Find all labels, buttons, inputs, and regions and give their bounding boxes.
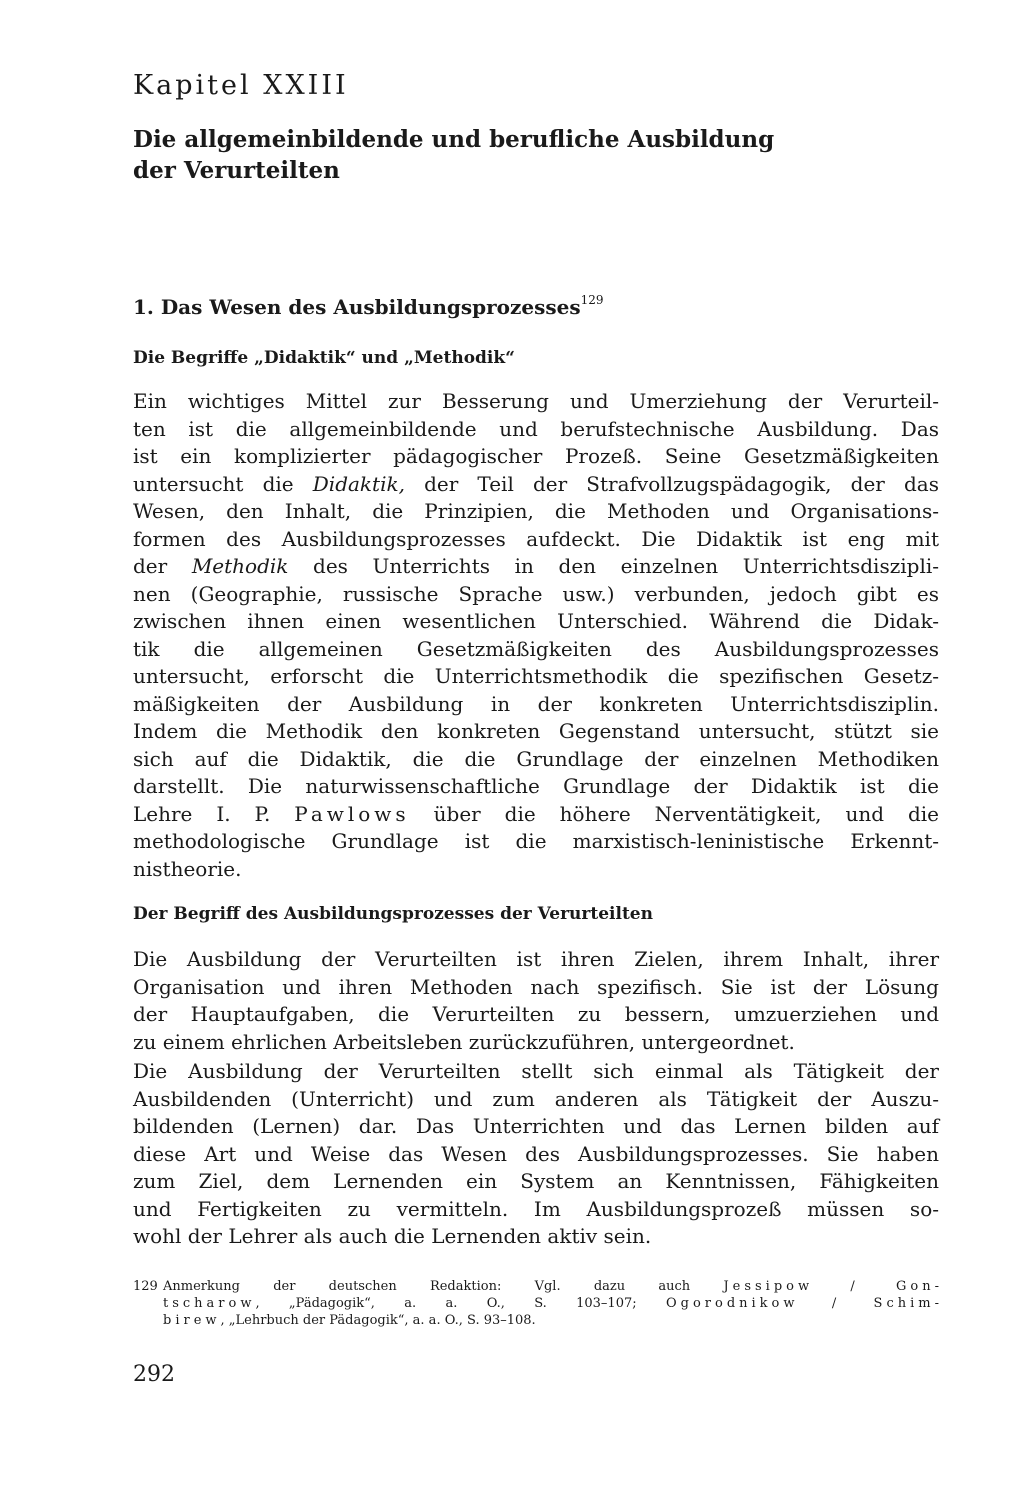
text-line: Die Ausbildung der Verurteilten ist ihren Zielen, ihrem Inhalt, ihrer <box>133 947 939 971</box>
page-number: 292 <box>133 1362 175 1387</box>
footnote-line <box>133 1278 943 1295</box>
footnote-number: 129 <box>133 1279 158 1294</box>
chapter-title-line-2: der Verurteilten <box>133 157 340 184</box>
footnote <box>133 1278 943 1329</box>
text-line: bildenden (Lernen) dar. Das Unterrichten und das Lernen bilden auf <box>133 1114 939 1138</box>
paragraph-ausbildung-ziele <box>133 946 939 1056</box>
text-line: darstellt. Die naturwissenschaftliche Grundlage der Didaktik ist die <box>133 774 939 798</box>
text-line: nistheorie. <box>133 856 242 881</box>
chapter-title <box>133 124 853 186</box>
text-line <box>133 801 939 829</box>
text-line: zu einem ehrlichen Arbeitsleben zurückzuführen, untergeordnet. <box>133 1029 795 1054</box>
text-run: Anmerkung der deutschen Redaktion: Vgl. dazu auch <box>163 1279 724 1294</box>
text-line: zum Ziel, dem Lernenden ein System an Kenntnissen, Fähigkeiten <box>133 1169 939 1193</box>
text-run: der <box>133 554 192 578</box>
text-line: Wesen, den Inhalt, die Prinzipien, die Methoden und Organisations- <box>133 499 939 523</box>
text-line <box>133 471 939 499</box>
text-line: diese Art und Weise das Wesen des Ausbildungsprozesses. Sie haben <box>133 1141 939 1166</box>
text-run: Lehre I. P. <box>133 801 295 826</box>
text-run: der Teil der Strafvollzugspädagogik, der das <box>404 471 939 496</box>
text-line: ist ein komplizierter pädagogischer Prozeß. Seine Gesetzmäßigkeiten <box>133 444 939 468</box>
author-name: birew <box>163 1313 221 1328</box>
footnote-line <box>133 1312 943 1329</box>
text-run: , „Pädagogik“, a. a. O., S. 103–107; <box>255 1296 666 1311</box>
term-didaktik: Didaktik, <box>312 471 405 496</box>
text-line: ten ist die allgemeinbildende und berufstechnische Ausbildung. Das <box>133 416 939 441</box>
footnote-reference: 129 <box>580 293 604 307</box>
text-run: untersucht die <box>133 471 313 496</box>
subheading-ausbildungsprozess: Der Begriff des Ausbildungsprozesses der Verurteilten <box>133 904 653 924</box>
text-line: zwischen ihnen einen wesentlichen Unterschied. Während die Didak- <box>133 609 939 633</box>
author-name-pawlow: Pawlows <box>294 801 410 826</box>
chapter-title-line-1: Die allgemeinbildende und berufliche Ausbildung <box>133 126 775 153</box>
author-name: tscharow <box>163 1296 256 1311</box>
text-line: Indem die Methodik den konkreten Gegenstand untersucht, stützt sie <box>133 719 939 743</box>
text-line: der Hauptaufgaben, die Verurteilten zu bessern, umzuerziehen und <box>133 1002 939 1026</box>
text-line: mäßigkeiten der Ausbildung in der konkreten Unterrichtsdisziplin. <box>133 691 939 716</box>
text-line: untersucht, erforscht die Unterrichtsmethodik die spezifischen Gesetz- <box>133 664 939 688</box>
text-run: des Unterrichts in den einzelnen Unterrichtsdiszipli- <box>288 554 939 578</box>
text-line: nen (Geographie, russische Sprache usw.) verbunden, jedoch gibt es <box>133 581 939 606</box>
paragraph-ausbildung-taetigkeit <box>133 1058 939 1251</box>
subheading-didaktik-methodik: Die Begriffe „Didaktik“ und „Methodik“ <box>133 348 515 368</box>
text-run: , „Lehrbuch der Pädagogik“, a. a. O., S. 93–108. <box>220 1313 536 1328</box>
text-line: sich auf die Didaktik, die die Grundlage der einzelnen Methodiken <box>133 746 939 771</box>
author-name: Ogorodnikow / Schim- <box>665 1296 943 1311</box>
text-line: Die Ausbildung der Verurteilten stellt sich einmal als Tätigkeit der <box>133 1059 939 1083</box>
section-heading <box>133 293 604 319</box>
text-line: tik die allgemeinen Gesetzmäßigkeiten des Ausbildungsprozesses <box>133 636 939 661</box>
paragraph-didaktik <box>133 388 939 883</box>
term-methodik: Methodik <box>191 554 289 578</box>
text-line: Ein wichtiges Mittel zur Besserung und Umerziehung der Verurteil- <box>133 389 939 413</box>
text-run: über die höhere Nerventätigkeit, und die <box>409 801 939 826</box>
text-line <box>133 553 939 581</box>
text-line: Ausbildenden (Unterricht) und zum anderen als Tätigkeit der Auszu- <box>133 1086 939 1111</box>
text-line: formen des Ausbildungsprozesses aufdeckt. Die Didaktik ist eng mit <box>133 526 939 551</box>
text-line: methodologische Grundlage ist die marxistisch-leninistische Erkennt- <box>133 829 939 853</box>
section-title: 1. Das Wesen des Ausbildungsprozesses <box>133 295 581 319</box>
author-name: Jessipow / Gon- <box>723 1279 943 1294</box>
chapter-label: Kapitel XXIII <box>133 70 349 101</box>
text-line: Organisation und ihren Methoden nach spezifisch. Sie ist der Lösung <box>133 974 939 999</box>
text-line: wohl der Lehrer als auch die Lernenden aktiv sein. <box>133 1224 652 1248</box>
text-line: und Fertigkeiten zu vermitteln. Im Ausbildungsprozeß müssen so- <box>133 1196 939 1221</box>
footnote-line <box>133 1295 943 1312</box>
